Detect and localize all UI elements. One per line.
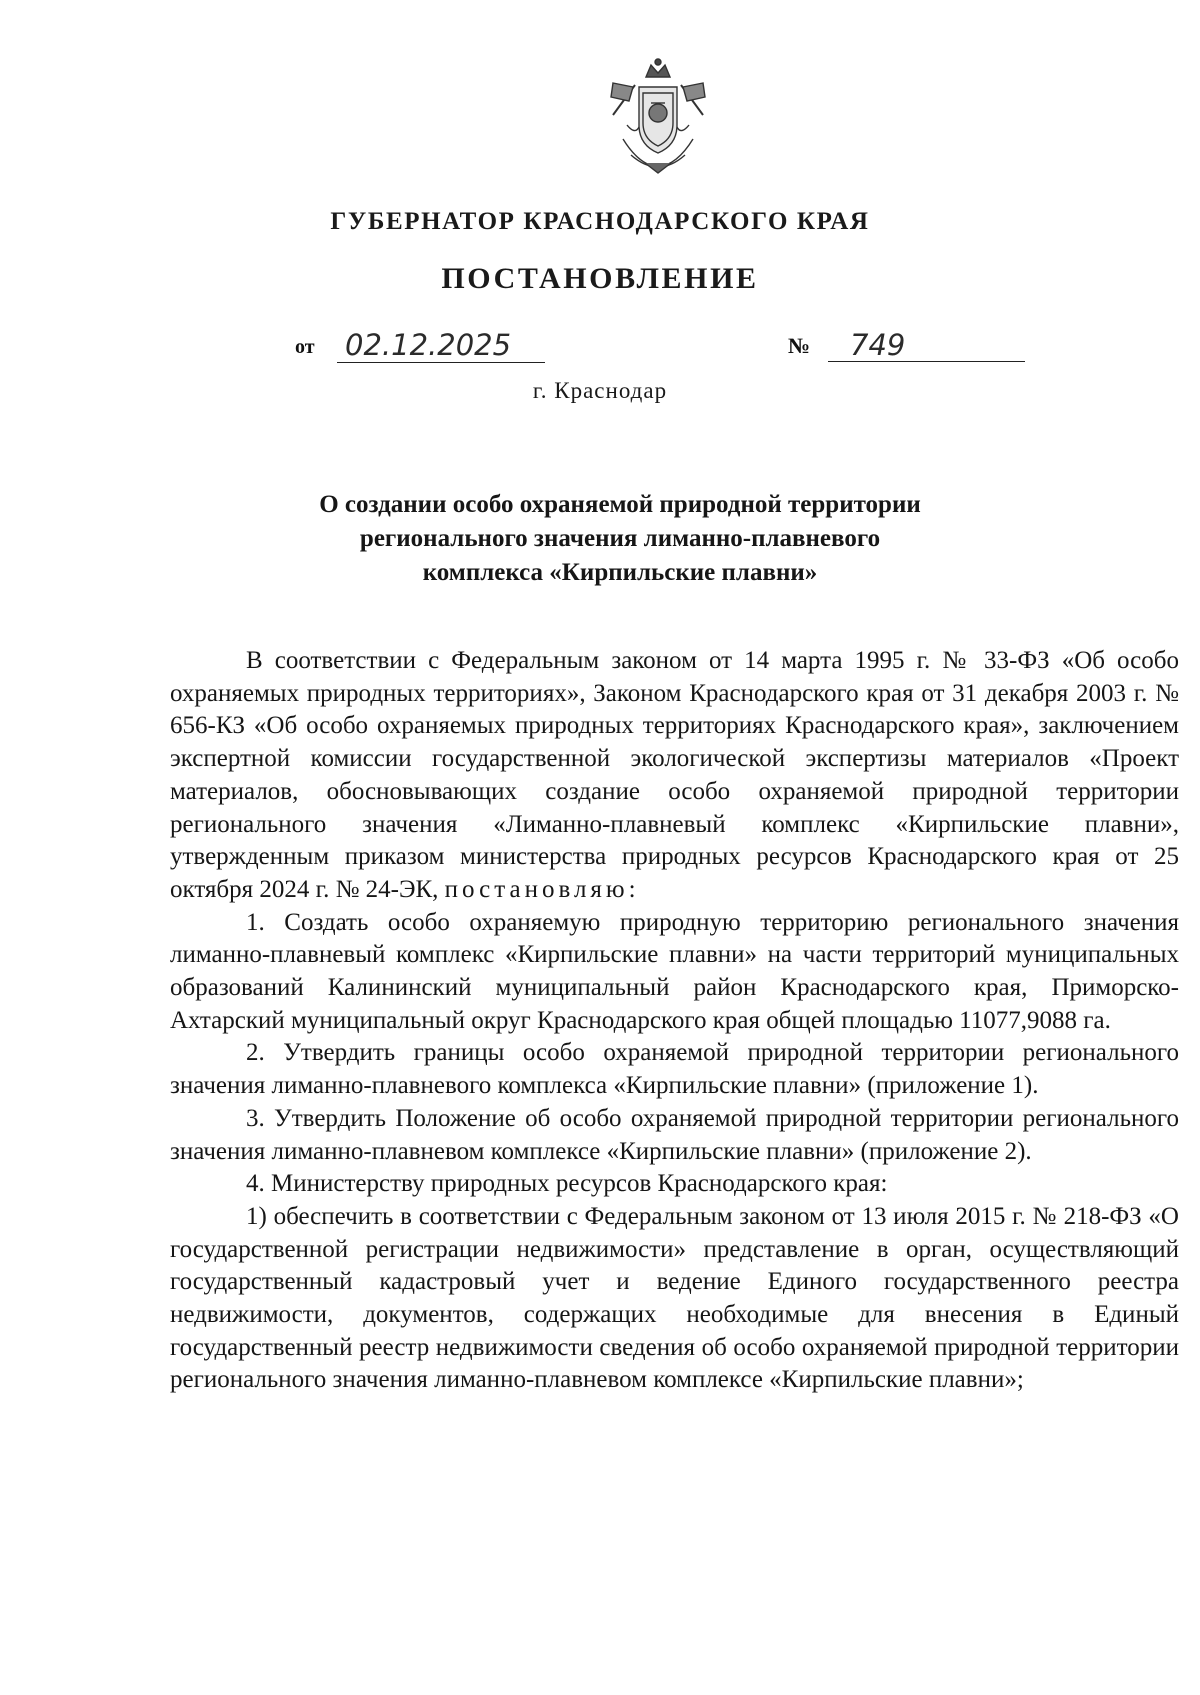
preamble-text: В соответствии с Федеральным законом от 14 марта 1995 г. № 33-ФЗ «Об особо охраняемых природных территориях», Законом Краснодарского края от 31 декабря 2003 г. № 656-КЗ «Об особо охраняемых природных территориях Краснодарского края», заключением экспертной комиссии государственной экологической экспертизы материалов «Проект материалов, обосновывающих создание особо охраняемой природной территории регионального значения «Лиманно-плавневый комплекс «Кирпильские плавни», утвержденным приказом министерства природных ресурсов Краснодарского края от 25 октября 2024 г. № 24-ЭК, bbox=[170, 647, 1179, 903]
date-prefix: от bbox=[295, 336, 315, 358]
document-number: 749 bbox=[828, 328, 1025, 362]
number-prefix: № bbox=[788, 333, 811, 358]
preamble-paragraph bbox=[170, 645, 1179, 907]
date-number-line bbox=[295, 328, 1035, 368]
clause-paragraph: 4. Министерству природных ресурсов Краснодарского края: bbox=[246, 1170, 888, 1198]
issuing-authority: ГУБЕРНАТОР КРАСНОДАРСКОГО КРАЯ bbox=[330, 208, 870, 235]
coat-of-arms-icon bbox=[599, 55, 717, 179]
document-type: ПОСТАНОВЛЕНИЕ bbox=[441, 262, 759, 295]
preamble-verb: постановляю: bbox=[444, 875, 640, 903]
document-body bbox=[170, 645, 1179, 1397]
document-title bbox=[300, 488, 940, 590]
clause-paragraph: 3. Утвердить Положение об особо охраняемой природной территории регионального значения лиманно-плавневом комплексе «Кирпильские плавни» (приложение 2). bbox=[170, 1104, 1179, 1165]
clause-paragraph: 1) обеспечить в соответствии с Федеральным законом от 13 июля 2015 г. № 218-ФЗ «О государственной регистрации недвижимости» представление в орган, осуществляющий государственный кадастровый учет и ведение Единого государственного реестра недвижимости, документов, содержащих необходимые для внесения в Единый государственный реестр недвижимости сведения об особо охраняемой природной территории регионального значения лиманно-плавневом комплексе «Кирпильские плавни»; bbox=[170, 1202, 1179, 1394]
clause-paragraph: 2. Утвердить границы особо охраняемой природной территории регионального значения лиманно-плавневого комплекса «Кирпильские плавни» (приложение 1). bbox=[170, 1039, 1179, 1100]
title-line: регионального значения лиманно-плавневого bbox=[359, 525, 881, 552]
title-line: комплекса «Кирпильские плавни» bbox=[422, 559, 818, 586]
city-name: г. Краснодар bbox=[532, 378, 668, 403]
title-line: О создании особо охраняемой природной территории bbox=[319, 491, 921, 518]
document-date: 02.12.2025 bbox=[337, 328, 545, 363]
clause-paragraph: 1. Создать особо охраняемую природную территорию регионального значения лиманно-плавневый комплекс «Кирпильские плавни» на части территорий муниципальных образований Калининский муниципальный район Краснодарского края, Приморско-Ахтарский муниципальный округ Краснодарского края общей площадью 11077,9088 га. bbox=[170, 908, 1179, 1034]
